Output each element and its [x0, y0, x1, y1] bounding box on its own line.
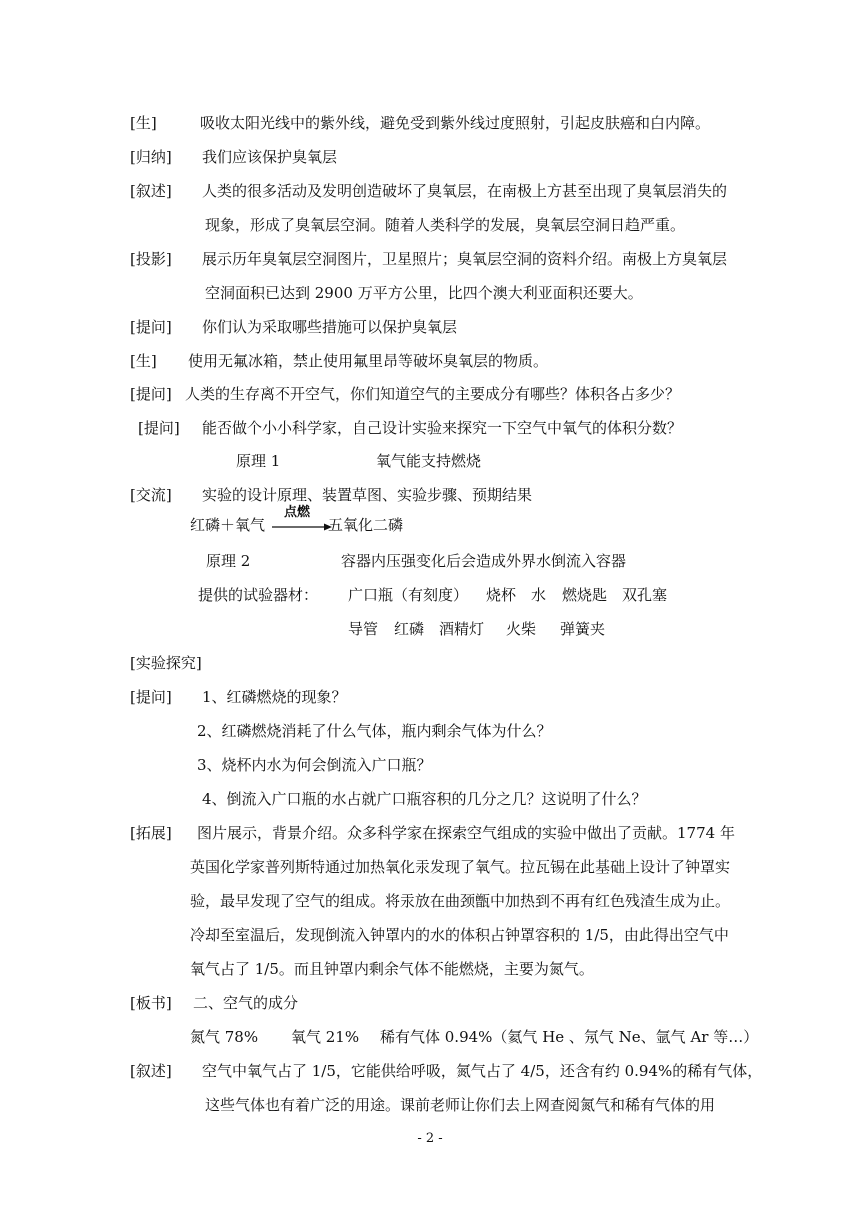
- materials-label: 提供的试验器材：: [198, 586, 319, 604]
- question-4: 4、倒流入广口瓶的水占就广口瓶容积的几分之几？这说明了什么？: [202, 790, 647, 808]
- text-line: 英国化学家普列斯特通过加热氧化汞发现了氧气。拉瓦锡在此基础上设计了钟罩实: [190, 858, 731, 876]
- principle-1-label: 原理 1: [236, 452, 281, 470]
- tag-tuozhan: [拓展]: [130, 824, 172, 842]
- right-arrow-icon: [272, 523, 332, 531]
- tag-tiwen: [提问]: [130, 385, 172, 403]
- tag-tiwen: [提问]: [138, 419, 180, 437]
- material-item: 弹簧夹: [560, 620, 606, 638]
- text-line: 展示历年臭氧层空洞图片，卫星照片；臭氧层空洞的资料介绍。南极上方臭氧层: [202, 250, 728, 268]
- text-line: 这些气体也有着广泛的用途。课前老师让你们去上网查阅氮气和稀有气体的用: [205, 1096, 716, 1114]
- text-line: 现象，形成了臭氧层空洞。随着人类科学的发展，臭氧层空洞日趋严重。: [205, 216, 686, 234]
- text-line: 二、空气的成分: [193, 994, 299, 1012]
- principle-2-label: 原理 2: [206, 552, 251, 570]
- tag-jiaoliu: [交流]: [130, 486, 172, 504]
- reaction-condition: 点燃: [284, 505, 311, 520]
- question-3: 3、烧杯内水为何会倒流入广口瓶？: [197, 756, 432, 774]
- material-item: 酒精灯: [439, 620, 485, 638]
- tag-tiwen: [提问]: [130, 318, 172, 336]
- product: 五氧化二磷: [328, 516, 404, 534]
- text-line: 图片展示，背景介绍。众多科学家在探索空气组成的实验中做出了贡献。1774 年: [197, 824, 735, 842]
- principle-1-text: 氧气能支持燃烧: [376, 452, 482, 470]
- tag-shiyan-tanjiu: [实验探究]: [130, 654, 202, 672]
- text-line: 人类的生存离不开空气，你们知道空气的主要成分有哪些？体积各占多少？: [185, 385, 681, 403]
- tag-banshu: [板书]: [130, 994, 172, 1012]
- tag-tiwen: [提问]: [130, 688, 172, 706]
- text-line: 空气中氧气占了 1/5，它能供给呼吸，氮气占了 4/5，还含有约 0.94%的稀有气体，: [202, 1062, 763, 1080]
- text-line: 冷却至室温后，发现倒流入钟罩内的水的体积占钟罩容积的 1/5，由此得出空气中: [190, 926, 729, 944]
- tag-guina: [归纳]: [130, 148, 172, 166]
- text-line: 使用无氟冰箱，禁止使用氟里昂等破坏臭氧层的物质。: [188, 352, 549, 370]
- principle-2-text: 容器内压强变化后会造成外界水倒流入容器: [341, 552, 627, 570]
- material-item: 红磷: [394, 620, 425, 638]
- text-line: 验，最早发现了空气的组成。将汞放在曲颈甑中加热到不再有红色残渣生成为止。: [190, 892, 731, 910]
- text-line: 你们认为采取哪些措施可以保护臭氧层: [202, 318, 458, 336]
- material-item: 燃烧匙: [562, 586, 608, 604]
- material-item: 导管: [348, 620, 379, 638]
- tag-touying: [投影]: [130, 250, 172, 268]
- material-item: 双孔塞: [622, 586, 668, 604]
- text-line: 人类的很多活动及发明创造破坏了臭氧层，在南极上方甚至出现了臭氧层消失的: [202, 182, 728, 200]
- tag-xushu: [叙述]: [130, 182, 172, 200]
- question-2: 2、红磷燃烧消耗了什么气体，瓶内剩余气体为什么？: [197, 722, 552, 740]
- composition-nitrogen: 氮气 78%: [190, 1028, 259, 1046]
- question-1: 1、红磷燃烧的现象？: [202, 688, 347, 706]
- text-line: 空洞面积已达到 2900 万平方公里，比四个澳大利亚面积还要大。: [205, 284, 643, 302]
- page-number: - 2 -: [417, 1131, 443, 1146]
- tag-xushu: [叙述]: [130, 1062, 172, 1080]
- reactants: 红磷＋氧气: [190, 516, 266, 534]
- material-item: 广口瓶（有刻度）: [348, 586, 469, 604]
- composition-rare-gas: 稀有气体 0.94%（氦气 He 、氖气 Ne、氩气 Ar 等…）: [380, 1028, 759, 1046]
- tag-sheng: [生]: [130, 352, 157, 370]
- material-item: 火柴: [506, 620, 537, 638]
- text-line: 能否做个小小科学家，自己设计实验来探究一下空气中氧气的体积分数？: [202, 419, 683, 437]
- composition-oxygen: 氧气 21%: [291, 1028, 360, 1046]
- reaction-equation: [190, 505, 490, 535]
- text-line: 实验的设计原理、装置草图、实验步骤、预期结果: [202, 486, 533, 504]
- material-item: 水: [531, 586, 547, 604]
- text-line: 氧气占了 1/5。而且钟罩内剩余气体不能燃烧，主要为氮气。: [190, 960, 594, 978]
- text-line: 我们应该保护臭氧层: [202, 148, 338, 166]
- tag-sheng: [生]: [130, 114, 157, 132]
- material-item: 烧杯: [486, 586, 517, 604]
- text-line: 吸收太阳光线中的紫外线，避免受到紫外线过度照射，引起皮肤癌和白内障。: [200, 114, 711, 132]
